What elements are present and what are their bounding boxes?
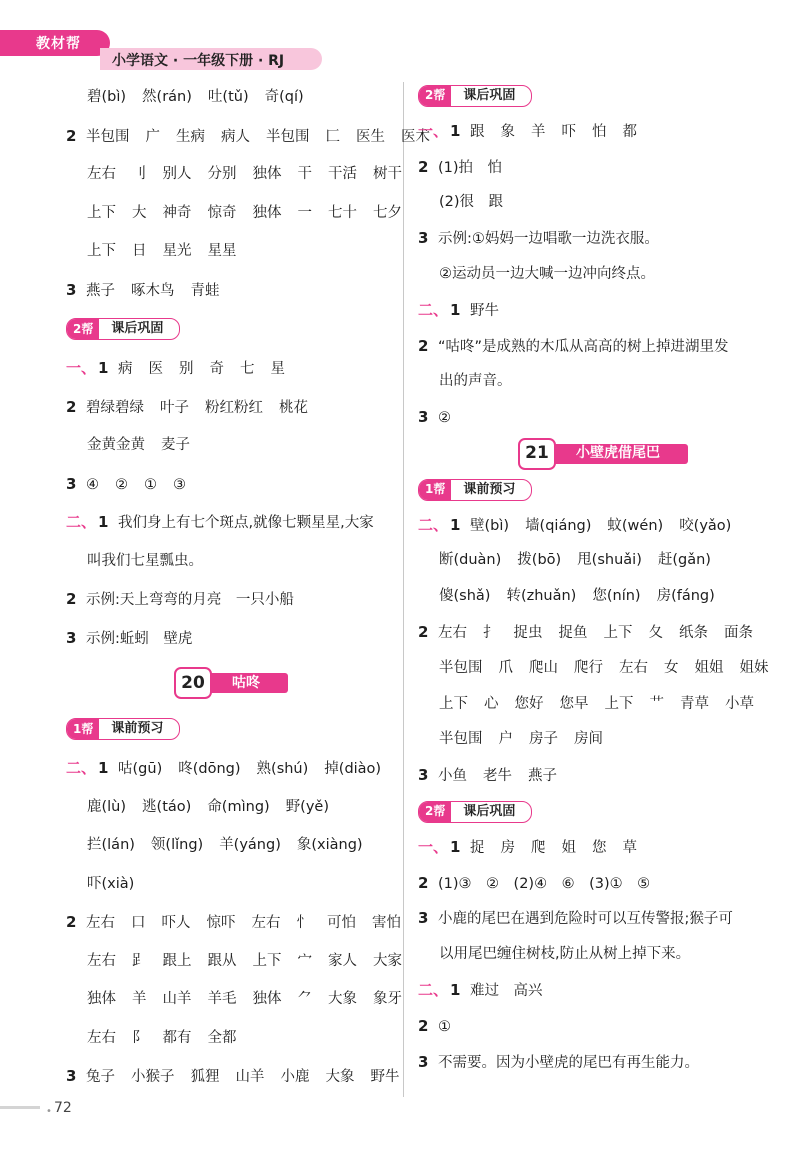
answer-item: 吓人 [161,915,191,931]
question-number: 3 [418,229,429,248]
answer-item: 赶(gǎn) [657,552,711,569]
answer-line [66,903,401,942]
question-number: 1 [450,515,461,534]
answer-text: 难过 高兴 [470,982,543,999]
answer-item: 𧾷 [132,952,147,969]
answer-item: 上下 [603,624,633,641]
answer-item: 心 [484,695,499,712]
lesson-header-row [66,657,396,709]
answer-text: ②运动员一边大喊一边冲向终点。 [439,265,655,282]
answer-item: ④ [86,476,99,493]
answer-item: 艹 [649,695,664,712]
answer-line [418,973,788,1009]
section-number: 二、 [418,300,449,319]
header-title: 小学语文 · 一年级下册 · RJ [112,53,285,69]
answer-line [66,788,396,827]
answer-text: 示例:蚯蚓 壁虎 [86,630,193,647]
answer-item: 象 [500,123,516,140]
answer-item: 墙(qiáng) [525,517,592,534]
answer-item: 甩(shuǎi) [577,552,642,569]
badge-tag: 2帮 [67,319,99,339]
answer-item: 羊毛 [207,991,237,1007]
answer-item: 别 [179,361,194,377]
answer-line [66,826,396,865]
answer-item: 小鹿 [280,1069,310,1085]
question-number: 2 [418,1016,429,1035]
answer-item: 鹿(lù) [87,798,127,815]
answer-item: 独体 [252,204,282,221]
answer-item: 领(lǐng) [150,837,204,853]
answer-line [418,543,788,579]
answer-line [418,329,788,365]
answer-item: 捉虫 [513,624,543,641]
answer-line [66,749,396,788]
answer-item: 吓 [561,123,577,140]
answer-item: 惊奇 [207,204,237,221]
answer-item: 羊 [132,991,147,1007]
answer-item: 叶子 [160,399,189,416]
question-number: 2 [418,622,429,641]
answer-item: 青蛙 [190,282,220,299]
answer-item: 草 [622,839,638,856]
question-number: 3 [418,408,429,427]
question-number: 3 [66,474,77,493]
answer-item: 分别 [207,166,237,182]
answer-item: 半包围 [86,128,130,145]
answer-item: 金黄金黄 [87,437,145,453]
question-number: 2 [418,336,429,355]
answer-item: 半包围 [266,128,310,145]
question-number: 3 [66,280,77,299]
answer-line [418,901,788,937]
badge-text: 课前预习 [111,720,164,736]
answer-item: 拦(lán) [87,837,135,853]
answer-line [418,687,788,723]
answer-item: 上下 [87,204,116,221]
answer-item: 兔子 [86,1069,115,1085]
answer-text: (2)很 跟 [439,194,504,211]
answer-item: 干 [297,166,312,182]
answer-item: 都有 [162,1029,192,1046]
answer-item: 爪 [498,659,513,676]
answer-item: 小草 [725,695,754,712]
answer-item: 老牛 [483,768,512,785]
answer-text: 以用尾巴缠住树枝,防止从树上掉下来。 [439,946,691,963]
question-number: 1 [450,121,461,140]
answer-item: 羊(yáng) [219,837,281,853]
answer-item: 碧(bì) [87,89,127,105]
section-number: 一、 [66,359,97,377]
footer-rule [0,1106,40,1109]
question-number: 2 [66,913,77,931]
answer-line [418,150,788,186]
answer-text: (1)拍 怕 [438,159,503,176]
answer-item: 左右 [619,659,648,676]
answer-item: 别人 [162,166,192,182]
answer-item: 七夕 [373,204,402,221]
answer-item: 碧绿碧绿 [86,399,144,416]
answer-text: 示例:①妈妈一边唱歌一边洗衣服。 [438,231,659,248]
question-number: 2 [66,590,77,608]
lesson-title: 小壁虎借尾巴 [550,444,688,464]
answer-item: 广 [145,128,160,145]
badge-tag: 1帮 [419,480,451,500]
question-number: 3 [418,909,429,928]
answer-item: 干活 [328,166,357,182]
footer-dot: • [46,1106,52,1117]
answer-line [66,503,396,542]
section-badge [418,479,532,501]
lesson-number: 21 [518,438,556,470]
answer-item: 家人 [328,952,357,969]
answer-item: 病 [118,361,133,377]
answer-item: 左右 [251,915,281,931]
answer-item: 病人 [221,128,250,145]
answer-line [66,865,396,904]
answer-line [66,194,402,233]
page-number: 72 [54,1100,72,1116]
answer-item: 半包围 [439,731,483,748]
answer-item: 七 [240,361,255,377]
section-badge-row [66,309,396,349]
answer-line [418,400,788,436]
answer-item: ⺈ [297,991,312,1007]
question-number: 1 [98,513,109,531]
badge-text: 课后巩固 [463,88,516,103]
answer-item: 左右 [87,952,116,969]
answer-item: 大象 [325,1069,355,1085]
answer-line [66,542,396,581]
question-number: 3 [66,628,77,647]
answer-item: ③ [173,476,186,493]
answer-line [66,388,396,427]
question-number: 1 [450,300,461,319]
answer-item: 独体 [252,991,282,1007]
answer-item: 拨(bō) [517,552,562,569]
answer-item: 独体 [252,166,282,182]
answer-item: 星 [270,361,286,377]
answer-text: “咕咚”是成熟的木瓜从高高的树上掉进湖里发 [438,338,729,355]
answer-line [418,758,788,794]
answer-line [418,615,788,651]
answer-item: 桃花 [279,399,308,416]
answer-text: 不需要。因为小壁虎的尾巴有再生能力。 [438,1054,699,1071]
answer-item: 半包围 [439,659,483,676]
answer-item: 阝 [132,1029,147,1046]
answer-line [66,349,396,388]
answer-item: 房间 [574,731,603,748]
question-number: 2 [66,397,77,416]
answer-item: 跟 [470,123,485,140]
answer-item: 树干 [373,166,402,182]
answer-line [418,293,788,329]
answer-line [66,155,402,194]
answer-item: 捉 [470,839,485,856]
answer-line [66,117,430,156]
answer-item: 户 [498,731,513,748]
section-badge [66,718,180,740]
answer-item: 可怕 [327,915,356,931]
answer-item: 您早 [559,695,589,712]
answer-item: 爬山 [529,659,558,676]
answer-item: 小猴子 [131,1069,175,1085]
lesson-header-row [418,436,788,472]
question-number: 1 [98,359,109,377]
answer-item: 刂 [132,166,147,182]
answer-line [418,1045,788,1081]
answer-item: 燕子 [86,282,115,299]
badge-text: 课前预习 [463,481,516,497]
answer-item: 山羊 [162,991,192,1007]
answer-item: 全都 [207,1029,237,1046]
section-number: 一、 [418,121,449,140]
answer-item: ① [144,476,157,493]
answer-item: 房子 [529,731,558,748]
question-number: 1 [450,837,461,856]
answer-text: 小鹿的尾巴在遇到危险时可以互传警报;猴子可 [438,911,733,928]
answer-item: 象牙 [373,991,402,1007]
lesson-title: 咕咚 [206,673,288,693]
answer-item: 日 [132,243,147,259]
answer-item: 左右 [438,624,467,641]
answer-item: 匚 [325,128,340,145]
answer-item: 燕子 [528,768,557,785]
header-brand: 教材帮 [36,36,81,52]
section-badge [66,318,180,340]
answer-item: 奇 [209,361,225,377]
answer-item: 害怕 [372,915,401,931]
answer-text: 叫我们七星瓢虫。 [87,552,203,569]
section-number: 二、 [418,980,449,999]
answer-item: 然(rán) [142,89,192,105]
answer-line [418,257,788,293]
answer-text: 我们身上有七个斑点,就像七颗星星,大家 [118,515,374,531]
answer-item: 爬行 [574,659,603,676]
answer-item: ② [115,476,128,493]
answer-item: 吐(tǔ) [207,89,249,105]
answer-item: 房(fáng) [656,588,715,605]
answer-item: 小鱼 [438,768,467,785]
answer-item: 星光 [162,243,192,259]
section-badge-row [418,794,788,830]
answer-item: 医生 [356,128,385,145]
answer-line [418,937,788,973]
right-column [418,78,788,1080]
answer-line [418,185,788,221]
answer-item: 一 [297,204,312,221]
answer-item: 壁(bì) [470,517,510,534]
lesson-number: 20 [174,667,212,699]
answer-item: 逃(táo) [142,798,192,815]
answer-item: 面条 [724,624,753,641]
answer-item: 咚(dōng) [178,761,241,777]
question-number: 3 [418,766,429,785]
section-badge [418,801,532,823]
answer-item: 跟从 [207,952,237,969]
answer-item: 掉(diào) [324,761,382,777]
answer-item: 野(yě) [285,798,330,815]
question-number: 3 [418,1052,429,1071]
answer-item: 忄 [296,915,311,931]
answer-item: 傻(shǎ) [439,588,491,605]
badge-tag: 2帮 [419,802,451,822]
answer-item: 星星 [207,243,237,259]
column-divider [403,82,404,1097]
answer-item: 象(xiàng) [296,837,363,853]
badge-text: 课后巩固 [111,320,164,336]
answer-line [66,942,402,981]
section-badge-row [418,78,788,114]
answer-text: 野牛 [470,302,500,319]
section-badge-row [66,709,396,749]
answer-line [66,1057,400,1096]
answer-item: 啄木鸟 [131,282,175,299]
answer-item: 奇(qí) [264,89,304,105]
answer-item: 大象 [328,991,357,1007]
answer-line [418,830,788,866]
answer-item: 左右 [86,915,115,931]
answer-item: 您好 [514,695,544,712]
question-number: 1 [450,980,461,999]
lesson-header [174,667,288,699]
answer-item: 命(mìng) [207,798,270,815]
answer-line [66,78,396,117]
badge-text: 课后巩固 [463,803,516,819]
left-column [66,78,430,1096]
answer-item: 宀 [297,952,312,969]
question-number: 2 [418,873,429,892]
answer-item: 纸条 [679,624,708,641]
answer-text: ① [438,1018,451,1035]
answer-line [66,619,396,658]
answer-item: 神奇 [162,204,192,221]
answer-item: 医术 [401,128,430,145]
answer-line [418,579,788,615]
section-number: 二、 [66,513,97,531]
answer-text: (1)③ ② (2)④ ⑥ (3)① ⑤ [438,875,651,892]
answer-item: 独体 [87,991,116,1007]
answer-item: 夂 [648,624,663,641]
badge-tag: 1帮 [67,719,99,739]
answer-text: 示例:天上弯弯的月亮 一只小船 [86,592,294,608]
answer-item: 大 [132,204,147,221]
answer-item: 熟(shú) [256,761,309,777]
answer-item: 姐妹 [739,659,769,676]
answer-item: 转(zhuǎn) [506,588,577,605]
answer-line [418,508,788,544]
answer-item: 房 [500,839,516,856]
question-number: 1 [98,759,109,777]
answer-item: 粉红粉红 [205,399,263,416]
answer-text: ② [438,410,451,427]
answer-item: 狐狸 [190,1069,220,1085]
answer-item: 上下 [439,695,468,712]
answer-item: 麦子 [161,437,190,453]
answer-line [66,232,396,271]
question-number: 2 [66,126,77,145]
answer-item: 羊 [531,123,546,140]
answer-line [66,580,396,619]
question-number: 2 [418,157,429,176]
answer-item: 生病 [176,128,205,145]
answer-item: 姐 [561,839,577,856]
answer-item: 上下 [87,243,116,259]
answer-item: 咕(gū) [118,761,163,777]
answer-item: 左右 [87,1029,116,1046]
answer-line [418,651,788,687]
section-number: 一、 [418,837,449,856]
answer-item: 扌 [483,624,498,641]
answer-item: 您(nín) [592,588,641,605]
answer-line [418,866,788,902]
answer-item: 野牛 [370,1069,400,1085]
answer-item: 姐姐 [694,659,724,676]
answer-item: 跟上 [162,952,192,969]
answer-item: 山羊 [235,1069,265,1085]
answer-item: 吓(xià) [87,875,135,892]
answer-item: 咬(yǎo) [679,517,732,534]
answer-item: 大家 [373,952,402,969]
answer-line [418,364,788,400]
answer-item: 口 [131,915,146,931]
answer-line [66,980,402,1019]
section-number: 二、 [418,515,449,534]
answer-line [66,465,396,504]
answer-item: 上下 [252,952,282,969]
answer-line [66,426,396,465]
section-badge-row [418,472,788,508]
answer-line [418,722,788,758]
answer-line [66,271,396,310]
answer-item: 左右 [87,166,116,182]
answer-item: 蚊(wén) [607,517,664,534]
answer-text: 出的声音。 [439,373,512,390]
answer-item: 青草 [680,695,709,712]
answer-line [418,1009,788,1045]
answer-line [418,221,788,257]
section-number: 二、 [66,759,97,777]
section-badge [418,85,532,107]
answer-item: 断(duàn) [439,552,502,569]
answer-item: 怕 [592,123,607,140]
answer-item: 您 [592,839,607,856]
badge-tag: 2帮 [419,86,451,106]
answer-item: 医 [148,361,164,377]
answer-item: 都 [622,123,638,140]
answer-item: 惊吓 [206,915,236,931]
answer-line [418,114,788,150]
answer-item: 爬 [531,839,546,856]
question-number: 3 [66,1067,77,1085]
answer-item: 上下 [604,695,634,712]
answer-line [66,1019,396,1058]
answer-item: 女 [664,659,679,676]
answer-item: 七十 [328,204,357,221]
answer-item: 捉鱼 [558,624,588,641]
lesson-header [518,438,688,470]
